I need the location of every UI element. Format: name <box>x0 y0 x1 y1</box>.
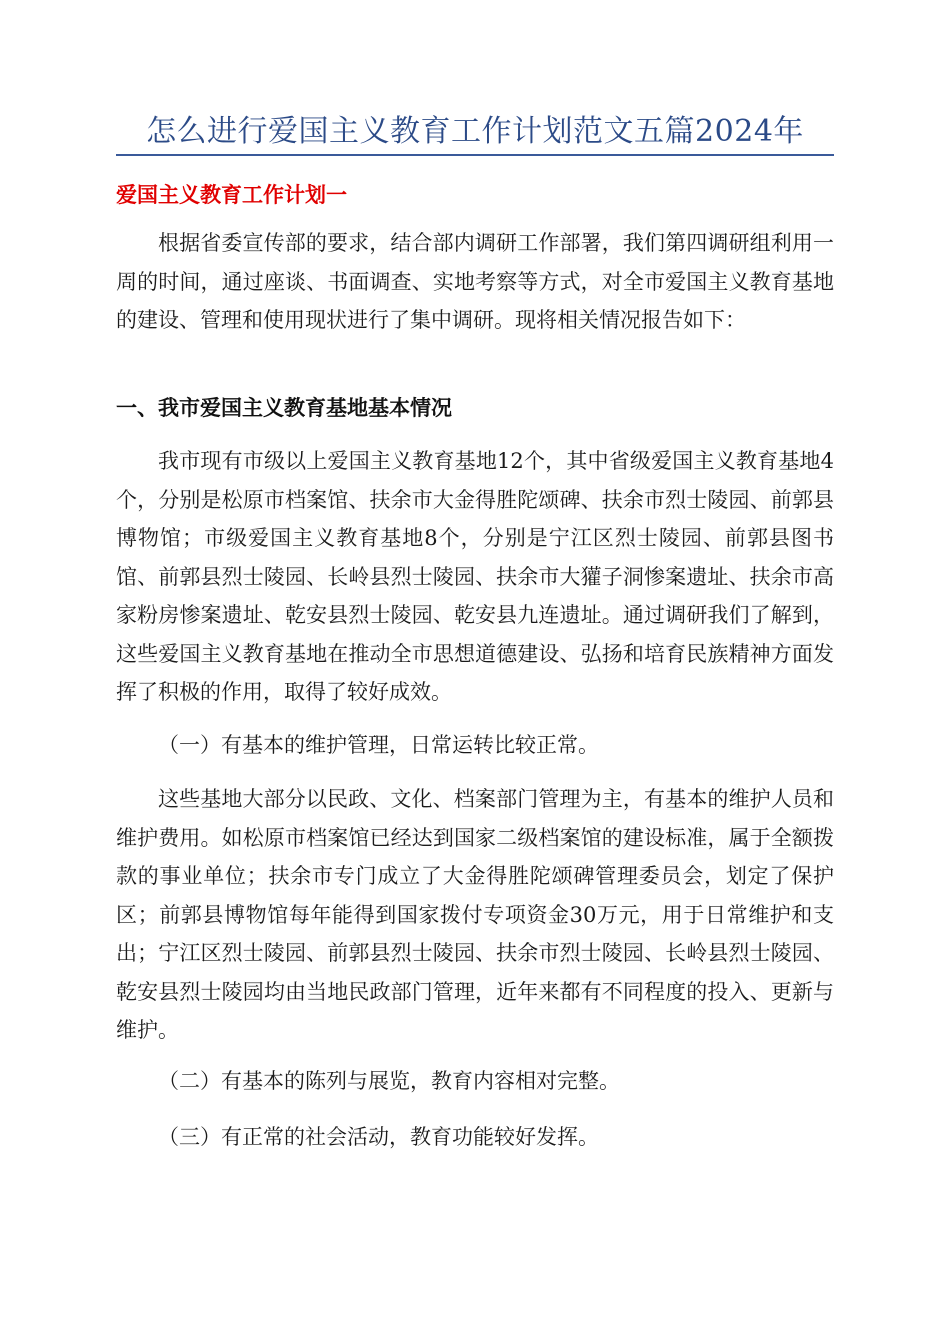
intro-paragraph: 根据省委宣传部的要求，结合部内调研工作部署，我们第四调研组利用一周的时间，通过座谈、书面调查、实地考察等方式，对全市爱国主义教育基地的建设、管理和使用现状进行了集中调研。现将相关情况报告如下： <box>116 231 834 332</box>
subheading-exhibition: （二）有基本的陈列与展览，教育内容相对完整。 <box>158 1069 620 1093</box>
title-underline <box>116 154 834 156</box>
paragraph-maintenance: 这些基地大部分以民政、文化、档案部门管理为主，有基本的维护人员和维护费用。如松原市档案馆已经达到国家二级档案馆的建设标准，属于全额拨款的事业单位；扶余市专门成立了大金得胜陀颂碑管理委员会，划定了保护区；前郭县博物馆每年能得到国家拨付专项资金30万元，用于日常维护和支出；宁江区烈士陵园、前郭县烈士陵园、扶余市烈士陵园、长岭县烈士陵园、乾安县烈士陵园均由当地民政部门管理，近年来都有不同程度的投入、更新与维护。 <box>116 787 834 1042</box>
subheading-maintenance: （一）有基本的维护管理，日常运转比较正常。 <box>158 733 599 757</box>
section-title: 爱国主义教育工作计划一 <box>116 183 347 207</box>
subheading-social-activities: （三）有正常的社会活动，教育功能较好发挥。 <box>158 1125 599 1149</box>
document-title: 怎么进行爱国主义教育工作计划范文五篇2024年 <box>146 114 804 149</box>
heading-basic-situation: 一、我市爱国主义教育基地基本情况 <box>116 396 452 420</box>
paragraph-basic-situation: 我市现有市级以上爱国主义教育基地12个，其中省级爱国主义教育基地4个，分别是松原市档案馆、扶余市大金得胜陀颂碑、扶余市烈士陵园、前郭县博物馆；市级爱国主义教育基地8个，分别是宁江区烈士陵园、前郭县图书馆、前郭县烈士陵园、长岭县烈士陵园、扶余市大獾子洞惨案遗址、扶余市高家粉房惨案遗址、乾安县烈士陵园、乾安县九连遗址。通过调研我们了解到，这些爱国主义教育基地在推动全市思想道德建设、弘扬和培育民族精神方面发挥了积极的作用，取得了较好成效。 <box>116 449 834 704</box>
